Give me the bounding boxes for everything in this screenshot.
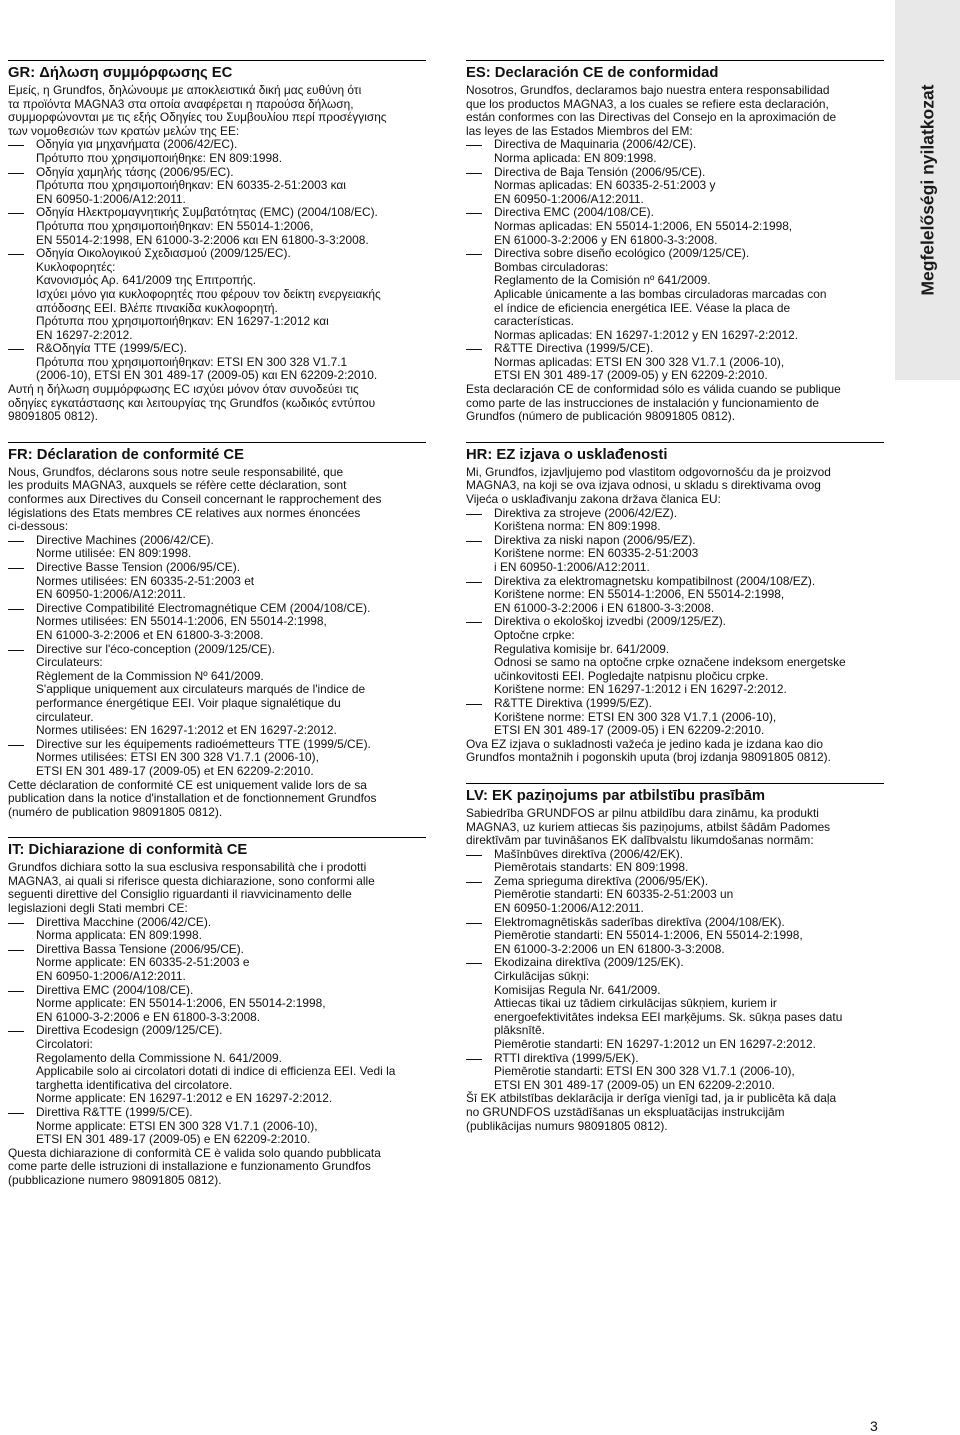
directive-detail: Normes utilisées: EN 60335-2-51:2003 et bbox=[36, 573, 255, 588]
directive-detail: EN 60950-1:2006/A12:2011. bbox=[494, 191, 644, 206]
directive-item: Elektromagnētiskās saderības direktīva (2004/108/EK). bbox=[466, 916, 884, 930]
declaration-section bbox=[466, 442, 884, 765]
directive-item: Directiva de Baja Tensión (2006/95/CE). bbox=[466, 166, 884, 180]
directive-detail: ETSI EN 301 489-17 (2009-05) e EN 62209-2:2010. bbox=[36, 1132, 311, 1147]
directive-item: Direttiva Ecodesign (2009/125/CE). bbox=[8, 1024, 426, 1038]
directive-detail: Applicabile solo ai circolatori dotati di indice di efficienza EEI. Vedi la bbox=[36, 1064, 396, 1079]
paragraph-line: conformes aux Directives du Conseil concernant le rapprochement des bbox=[8, 492, 382, 507]
directive-detail: Norme utilisée: EN 809:1998. bbox=[36, 546, 192, 561]
directive-detail: S'applique uniquement aux circulateurs marqués de l'indice de bbox=[36, 682, 366, 697]
directive-detail: učinkovitosti EEI. Pogledajte natpisnu pločicu crpke. bbox=[494, 668, 769, 683]
directive-item: RTTI direktīva (1999/5/EK). bbox=[466, 1052, 884, 1066]
directive-detail: Korištena norma: EN 809:1998. bbox=[494, 519, 661, 534]
directive-detail: plāksnītē. bbox=[494, 1023, 545, 1038]
directive-detail: Norme applicate: EN 55014-1:2006, EN 55014-2:1998, bbox=[36, 996, 326, 1011]
directive-detail: Piemērotie standarti: EN 55014-1:2006, EN 55014-2:1998, bbox=[494, 928, 803, 943]
directive-detail: Norma aplicada: EN 809:1998. bbox=[494, 150, 657, 165]
side-tab bbox=[895, 0, 960, 380]
declaration-section bbox=[466, 60, 884, 424]
directive-detail: Norme applicate: EN 60335-2-51:2003 e bbox=[36, 955, 250, 970]
section-title: IT: Dichiarazione di conformità CE bbox=[8, 842, 248, 859]
paragraph-line: Šī EK atbilstības deklarācija ir derīga vienīgi tad, ja ir publicēta kā daļa bbox=[466, 1091, 837, 1106]
directive-detail: EN 60950-1:2006/A12:2011. bbox=[494, 901, 644, 916]
paragraph-line: como parte de las instrucciones de instalación y funcionamiento de bbox=[466, 395, 819, 410]
paragraph-line: τα προϊόντα MAGNA3 στα οποία αναφέρεται η παρούσα δήλωση, bbox=[8, 96, 354, 111]
paragraph-line: Sabiedrība GRUNDFOS ar pilnu atbildību dara zināmu, ka produkti bbox=[466, 805, 819, 820]
directive-detail: Règlement de la Commission Nº 641/2009. bbox=[36, 668, 264, 683]
paragraph-line: législations des Etats membres CE relatives aux normes énoncées bbox=[8, 505, 361, 520]
directive-detail: Normes utilisées: EN 55014-1:2006, EN 55014-2:1998, bbox=[36, 614, 327, 629]
directive-detail: Piemērotie standarti: EN 16297-1:2012 un EN 16297-2:2012. bbox=[494, 1037, 816, 1051]
directive-detail: Korištene norme: EN 16297-1:2012 i EN 16297-2:2012. bbox=[494, 682, 787, 697]
declaration-section bbox=[8, 837, 426, 1187]
paragraph-line: των νομοθεσιών των κρατών μελών της ΕΕ: bbox=[8, 123, 240, 138]
directive-detail: (2006-10), ETSI EN 301 489-17 (2009-05) και EN 62209-2:2010. bbox=[36, 368, 378, 383]
directive-detail: απόδοσης EEI. Βλέπε πινακίδα κυκλοφορητή. bbox=[36, 300, 278, 315]
paragraph-line: Nosotros, Grundfos, declaramos bajo nuestra entera responsabilidad bbox=[466, 83, 830, 97]
directive-detail: Ισχύει μόνο για κυκλοφορητές που φέρουν τον δείκτη ενεργειακής bbox=[36, 286, 381, 301]
paragraph-line: legislazioni degli Stati membri CE: bbox=[8, 901, 188, 916]
directive-detail: targhetta identificativa del circolatore. bbox=[36, 1077, 233, 1092]
directive-detail: Korištene norme: ETSI EN 300 328 V1.7.1 (2006-10), bbox=[494, 709, 777, 724]
paragraph-line: están conformes con las Directivas del Consejo en la aproximación de bbox=[466, 110, 837, 125]
directive-item: Zema sprieguma direktīva (2006/95/EK). bbox=[466, 875, 884, 889]
directive-detail: Odnosi se samo na optočne crpke označene indeksom energetske bbox=[494, 655, 846, 670]
directive-detail: EN 55014-2:1998, EN 61000-3-2:2006 και EN 61800-3-3:2008. bbox=[36, 232, 369, 247]
directive-detail: Normes utilisées: EN 16297-1:2012 et EN 16297-2:2012. bbox=[36, 723, 337, 738]
directive-item: Οδηγία για μηχανήματα (2006/42/EC). bbox=[8, 138, 426, 152]
paragraph-line: οδηγίες εγκατάστασης και λειτουργίας της Grundfos (κωδικός εντύπου bbox=[8, 395, 376, 410]
paragraph-line: ci-dessous: bbox=[8, 519, 69, 534]
directive-detail: EN 61000-3-2:2006 i EN 61800-3-3:2008. bbox=[494, 600, 715, 615]
directive-detail: EN 60950-1:2006/A12:2011. bbox=[36, 191, 186, 206]
directive-item: Direktiva za niski napon (2006/95/EZ). bbox=[466, 534, 884, 548]
directive-item: Directive Machines (2006/42/CE). bbox=[8, 534, 426, 548]
directive-detail: características. bbox=[494, 314, 574, 329]
directive-detail: Norme applicate: EN 16297-1:2012 e EN 16297-2:2012. bbox=[36, 1091, 333, 1106]
directive-detail: Piemērotie standarti: ETSI EN 300 328 V1.7.1 (2006-10), bbox=[494, 1064, 795, 1079]
directive-detail: Piemērotais standarts: EN 809:1998. bbox=[494, 860, 689, 875]
paragraph-line: MAGNA3, ai quali si riferisce questa dichiarazione, sono conformi alle bbox=[8, 873, 375, 888]
directive-detail: EN 60950-1:2006/A12:2011. bbox=[36, 969, 186, 984]
directive-detail: Korištene norme: EN 60335-2-51:2003 bbox=[494, 546, 699, 561]
directive-detail: Cirkulācijas sūkņi: bbox=[494, 969, 590, 984]
directive-item: Direttiva EMC (2004/108/CE). bbox=[8, 984, 426, 998]
paragraph-line: Εμείς, η Grundfos, δηλώνουμε με αποκλειστικά δική μας ευθύνη ότι bbox=[8, 83, 362, 97]
directive-item: Direktiva o ekološkoj izvedbi (2009/125/EZ). bbox=[466, 615, 884, 629]
directive-item: Directive Basse Tension (2006/95/CE). bbox=[8, 561, 426, 575]
directive-detail: Πρότυπα που χρησιμοποιήθηκαν: EN 55014-1:2006, bbox=[36, 218, 314, 233]
directive-item: Directive sur l'éco-conception (2009/125/CE). bbox=[8, 643, 426, 657]
directive-detail: Πρότυπο που χρησιμοποιήθηκε: EN 809:1998. bbox=[36, 150, 282, 165]
directive-detail: ETSI EN 301 489-17 (2009-05) y EN 62209-2:2010. bbox=[494, 368, 768, 383]
directive-detail: Regolamento della Commissione N. 641/2009. bbox=[36, 1050, 282, 1065]
directive-item: Directive sur les équipements radioémetteurs TTE (1999/5/CE). bbox=[8, 738, 426, 752]
directive-detail: Attiecas tikai uz tādiem cirkulācijas sūkņiem, kuriem ir bbox=[494, 996, 777, 1011]
directive-detail: Circulateurs: bbox=[36, 655, 103, 670]
paragraph-line: publication dans la notice d'installation et de fonctionnement Grundfos bbox=[8, 791, 377, 806]
directive-item: Directiva sobre diseño ecológico (2009/125/CE). bbox=[466, 247, 884, 261]
directive-detail: ETSI EN 301 489-17 (2009-05) un EN 62209-2:2010. bbox=[494, 1077, 775, 1092]
directive-detail: Normas aplicadas: ETSI EN 300 328 V1.7.1 (2006-10), bbox=[494, 354, 785, 369]
paragraph-line: 98091805 0812). bbox=[8, 409, 98, 424]
directive-detail: Norma applicata: EN 809:1998. bbox=[36, 928, 202, 943]
paragraph-line: Nous, Grundfos, déclarons sous notre seule responsabilité, que bbox=[8, 464, 344, 479]
directive-detail: ETSI EN 301 489-17 (2009-05) et EN 62209-2:2010. bbox=[36, 763, 314, 778]
paragraph-line: Questa dichiarazione di conformità CE è valida solo quando pubblicata bbox=[8, 1145, 381, 1160]
directive-detail: Norme applicate: ETSI EN 300 328 V1.7.1 (2006-10), bbox=[36, 1118, 318, 1133]
directive-detail: el índice de eficiencia energética IEE. Véase la placa de bbox=[494, 300, 791, 315]
paragraph-line: no GRUNDFOS uzstādīšanas un ekspluatācijas instrukcijām bbox=[466, 1104, 785, 1119]
directive-detail: Aplicable únicamente a las bombas circuladoras marcadas con bbox=[494, 286, 827, 301]
directive-detail: Korištene norme: EN 55014-1:2006, EN 55014-2:1998, bbox=[494, 587, 785, 602]
directive-item: Mašīnbūves direktīva (2006/42/EK). bbox=[466, 848, 884, 862]
directive-detail: Bombas circuladoras: bbox=[494, 259, 609, 274]
directive-detail: EN 61000-3-2:2006 y EN 61800-3-3:2008. bbox=[494, 232, 718, 247]
paragraph-line: Αυτή η δήλωση συμμόρφωσης EC ισχύει μόνον όταν συνοδεύει τις bbox=[8, 382, 359, 397]
directive-detail: Circolatori: bbox=[36, 1037, 93, 1051]
paragraph-line: Vijeća o usklađivanju zakona država članica EU: bbox=[466, 492, 721, 507]
directive-item: Ekodizaina direktīva (2009/125/EK). bbox=[466, 956, 884, 970]
directive-detail: EN 16297-2:2012. bbox=[36, 327, 133, 342]
directive-item: Direktiva za strojeve (2006/42/EZ). bbox=[466, 507, 884, 521]
directive-detail: Normas aplicadas: EN 55014-1:2006, EN 55014-2:1998, bbox=[494, 218, 793, 233]
section-title: ES: Declaración CE de conformidad bbox=[466, 65, 719, 81]
paragraph-line: MAGNA3, uz kuriem attiecas šis paziņojums, atbilst šādām Padomes bbox=[466, 819, 831, 834]
paragraph-line: Esta declaración CE de conformidad sólo es válida cuando se publique bbox=[466, 382, 841, 397]
side-tab-label: Megfelelőségi nyilatkozat bbox=[917, 84, 937, 296]
directive-detail: EN 61000-3-2:2006 un EN 61800-3-3:2008. bbox=[494, 941, 725, 956]
paragraph-line: MAGNA3, na koji se ova izjava odnosi, u skladu s direktivama ovog bbox=[466, 478, 821, 493]
directive-detail: Optočne crpke: bbox=[494, 627, 575, 642]
directive-detail: Normes utilisées: ETSI EN 300 328 V1.7.1 (2006-10), bbox=[36, 750, 319, 765]
right-column bbox=[466, 60, 884, 1151]
paragraph-line: seguenti direttive del Consiglio riguardanti il riavvicinamento delle bbox=[8, 887, 352, 902]
declaration-section bbox=[8, 60, 426, 424]
directive-detail: Normas aplicadas: EN 60335-2-51:2003 y bbox=[494, 178, 716, 193]
directive-detail: ETSI EN 301 489-17 (2009-05) i EN 62209-2:2010. bbox=[494, 723, 765, 738]
section-title: HR: EZ izjava o usklađenosti bbox=[466, 446, 668, 463]
paragraph-line: Grundfos dichiara sotto la sua esclusiva responsabilità che i prodotti bbox=[8, 860, 367, 875]
directive-detail: Πρότυπα που χρησιμοποιήθηκαν: EN 16297-1:2012 και bbox=[36, 314, 329, 329]
paragraph-line: συμμορφώνονται με τις εξής Οδηγίες του Συμβουλίου περί προσέγγισης bbox=[8, 110, 387, 125]
directive-detail: Regulativa komisije br. 641/2009. bbox=[494, 641, 670, 656]
directive-item: Directiva EMC (2004/108/CE). bbox=[466, 206, 884, 220]
directive-detail: Normas aplicadas: EN 16297-1:2012 y EN 16297-2:2012. bbox=[494, 327, 799, 342]
directive-detail: performance énergétique EEI. Voir plaque signalétique du bbox=[36, 695, 341, 710]
paragraph-line: (publikācijas numurs 98091805 0812). bbox=[466, 1118, 668, 1133]
declaration-section bbox=[466, 783, 884, 1133]
left-column bbox=[8, 60, 426, 1206]
paragraph-line: (pubblicazione numero 98091805 0812). bbox=[8, 1172, 222, 1187]
directive-item: Direktiva za elektromagnetsku kompatibilnost (2004/108/EZ). bbox=[466, 575, 884, 589]
directive-item: R&TTE Direktiva (1999/5/EZ). bbox=[466, 697, 884, 711]
directive-detail: EN 61000-3-2:2006 et EN 61800-3-3:2008. bbox=[36, 627, 264, 642]
paragraph-line: come parte delle istruzioni di installazione e funzionamento Grundfos bbox=[8, 1159, 371, 1174]
paragraph-line: Ova EZ izjava o sukladnosti važeća je jedino kada je izdana kao dio bbox=[466, 736, 823, 751]
directive-detail: Piemērotie standarti: EN 60335-2-51:2003 un bbox=[494, 887, 734, 902]
directive-item: R&Οδηγία TTE (1999/5/EC). bbox=[8, 342, 426, 356]
directive-item: Direttiva Bassa Tensione (2006/95/CE). bbox=[8, 943, 426, 957]
section-title: GR: Δήλωση συμμόρφωσης EC bbox=[8, 65, 233, 81]
directive-detail: Κυκλοφορητές: bbox=[36, 259, 116, 274]
directive-detail: i EN 60950-1:2006/A12:2011. bbox=[494, 560, 650, 574]
directive-item: Direttiva R&TTE (1999/5/CE). bbox=[8, 1106, 426, 1120]
directive-detail: EN 61000-3-2:2006 e EN 61800-3-3:2008. bbox=[36, 1009, 261, 1024]
directive-item: Οδηγία χαμηλής τάσης (2006/95/EC). bbox=[8, 166, 426, 180]
directive-detail: Κανονισμός Αρ. 641/2009 της Επιτροπής. bbox=[36, 273, 257, 288]
directive-item: Directive Compatibilité Electromagnétique CEM (2004/108/CE). bbox=[8, 602, 426, 616]
directive-detail: energoefektivitātes indeksa EEI marķējums. Sk. sūkņa pases datu bbox=[494, 1009, 843, 1024]
directive-detail: Reglamento de la Comisión nº 641/2009. bbox=[494, 273, 711, 288]
paragraph-line: Mi, Grundfos, izjavljujemo pod vlastitom odgovornošću da je proizvod bbox=[466, 464, 831, 479]
directive-detail: Πρότυπα που χρησιμοποιήθηκαν: EN 60335-2-51:2003 και bbox=[36, 178, 346, 193]
directive-detail: Πρότυπα που χρησιμοποιήθηκαν: ETSI EN 300 328 V1.7.1 bbox=[36, 354, 348, 369]
declaration-section bbox=[8, 442, 426, 819]
directive-detail: circulateur. bbox=[36, 709, 94, 724]
directive-detail: Komisijas Regula Nr. 641/2009. bbox=[494, 982, 661, 997]
paragraph-line: les produits MAGNA3, auxquels se réfère cette déclaration, sont bbox=[8, 478, 347, 493]
directive-item: R&TTE Directiva (1999/5/CE). bbox=[466, 342, 884, 356]
directive-item: Directiva de Maquinaria (2006/42/CE). bbox=[466, 138, 884, 152]
section-title: LV: EK paziņojums par atbilstību prasībām bbox=[466, 787, 766, 804]
paragraph-line: Grundfos montažnih i pogonskih uputa (broj izdanja 98091805 0812). bbox=[466, 750, 831, 765]
paragraph-line: direktīvām par tuvināšanos EK dalībvalstu likumdošanas normām: bbox=[466, 833, 814, 848]
paragraph-line: las leyes de las Estados Miembros del EM: bbox=[466, 123, 693, 138]
section-title: FR: Déclaration de conformité CE bbox=[8, 446, 244, 463]
directive-item: Direttiva Macchine (2006/42/CE). bbox=[8, 916, 426, 930]
page-number: 3 bbox=[870, 1418, 878, 1434]
paragraph-line: Grundfos (número de publicación 98091805 0812). bbox=[466, 409, 736, 424]
paragraph-line: que los productos MAGNA3, a los cuales se refiere esta declaración, bbox=[466, 96, 829, 111]
paragraph-line: Cette déclaration de conformité CE est uniquement valide lors de sa bbox=[8, 777, 367, 792]
directive-detail: EN 60950-1:2006/A12:2011. bbox=[36, 587, 186, 602]
directive-item: Οδηγία Ηλεκτρομαγνητικής Συμβατότητας (EMC) (2004/108/EC). bbox=[8, 206, 426, 220]
paragraph-line: (numéro de publication 98091805 0812). bbox=[8, 804, 223, 819]
directive-item: Οδηγία Οικολογικού Σχεδιασμού (2009/125/EC). bbox=[8, 247, 426, 261]
